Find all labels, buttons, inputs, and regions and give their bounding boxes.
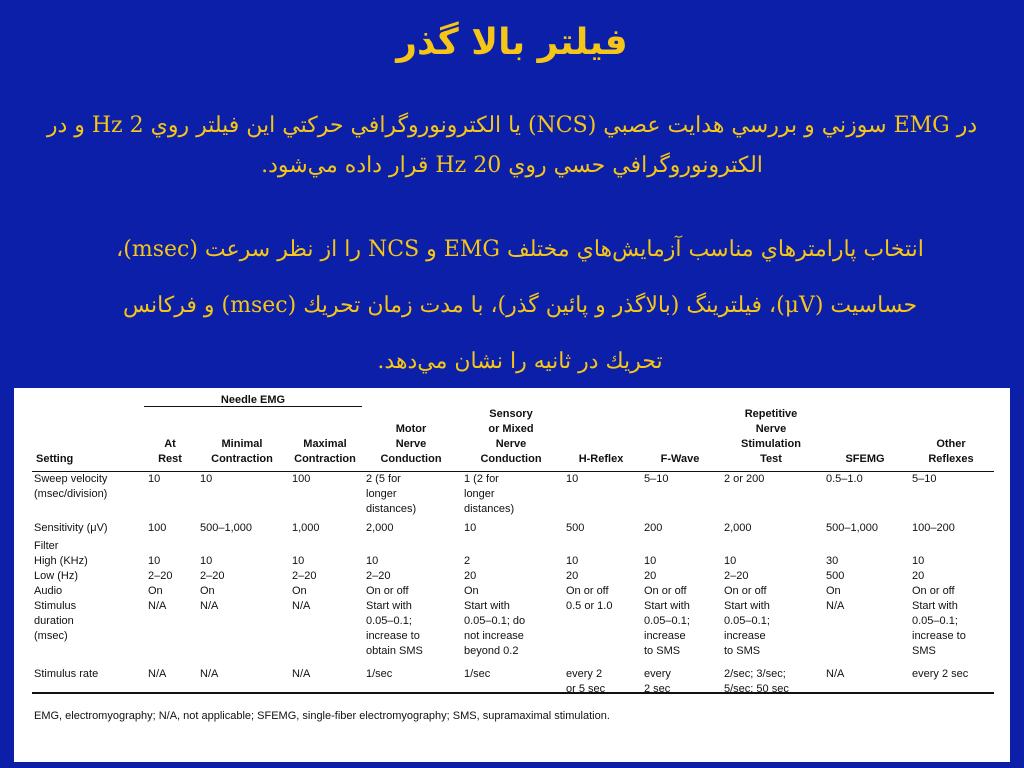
table-cell: 20 [464,570,477,582]
setting-label: Stimulus duration (msec) [34,600,77,642]
column-header: Sensory or Mixed Nerve Conduction [460,407,562,472]
table-cell: 30 [826,555,839,567]
paragraph-line: انتخاب پارامترهاي مناسب آزمايش‌هاي مختلف EMG و NCS را از نظر سرعت (msec)، [116,237,924,262]
table-cell: 2–20 [292,570,317,582]
paragraph-parameters [30,222,1010,390]
table-cell: N/A [200,668,219,680]
table-cell [822,539,908,554]
table-cell: 500 [566,522,585,534]
table-cell: 100 [292,472,311,485]
table-cell: 2–20 [148,570,173,582]
table-cell: N/A [292,668,311,680]
table-cell: On or off [644,585,687,597]
table-cell: On [292,585,307,597]
table-cell: N/A [200,600,219,612]
column-header: Motor Nerve Conduction [362,407,460,472]
table-cell [562,539,640,554]
table-cell: On or off [366,585,409,597]
table-cell: 10 [148,555,161,567]
paragraph-line: حساسيت (μV)، فيلترينگ (بالاگذر و پائين گذر)، با مدت زمان تحريك (msec) و فركانس [122,293,918,318]
group-header-row [32,394,994,407]
column-header: SFEMG [822,407,908,472]
table-cell [288,539,362,554]
column-header: F-Wave [640,407,720,472]
table-cell [362,539,460,554]
table-cell: 10 [200,472,213,485]
column-header: H-Reflex [562,407,640,472]
scanned-table-image [14,388,1010,762]
table-cell [908,539,994,554]
table-cell: 10 [644,555,657,567]
table-cell: 100–200 [912,522,955,534]
table-cell: 1/sec [464,668,491,680]
table-cell: 2,000 [724,522,752,534]
table-footnote: EMG, electromyography; N/A, not applicable; SFEMG, single-fiber electromyography; SMS, supramaximal stimulation. [34,710,610,722]
table-cell: On [826,585,841,597]
setting-label: Filter [34,540,59,552]
table-cell: 500–1,000 [200,522,252,534]
setting-label: Audio [34,585,63,597]
table-cell: On [200,585,215,597]
table-cell: N/A [148,600,167,612]
table-row [32,471,994,521]
table-cell: 2–20 [200,570,225,582]
table-cell: 5–10 [912,472,937,485]
table-bottom-rule [32,692,994,694]
table-row [32,554,994,569]
table-cell: 500–1,000 [826,522,878,534]
table-cell: Start with 0.05–0.1; increase to SMS [644,600,690,657]
emg-settings-table [32,394,994,697]
table-cell: 10 [566,472,579,485]
table-cell: On or off [724,585,767,597]
table-cell: 5–10 [644,472,669,485]
table-cell: 20 [912,570,925,582]
table-cell: Start with 0.05–0.1; increase to SMS [912,600,966,657]
table-cell: On or off [566,585,609,597]
table-cell: 10 [912,555,925,567]
setting-label: Sensitivity (μV) [34,522,108,534]
column-header: Other Reflexes [908,407,994,472]
column-header: Repetitive Nerve Stimulation Test [720,407,822,472]
column-header-row [32,407,994,472]
table-cell: On [148,585,163,597]
table-cell: 20 [566,570,579,582]
table-cell: 200 [644,522,663,534]
paragraph-filter-settings: در EMG سوزني و بررسي هدايت عصبي (NCS) يا الكترونوروگرافي حركتي اين فيلتر روي 2 Hz و در الكترونوروگرافي حسي روي 20 Hz قرار داده مي‌شود. [46,113,978,178]
needle-emg-group-header: Needle EMG [144,394,362,407]
table-row [32,569,994,584]
table-cell: 1 (2 for longer distances) [464,472,515,515]
table-cell: Start with 0.05–0.1; increase to obtain SMS [366,600,423,657]
table-cell: 10 [148,472,161,485]
table-cell: Start with 0.05–0.1; increase to SMS [724,600,770,657]
table-cell: On or off [912,585,955,597]
table-cell: 10 [566,555,579,567]
table-cell: On [464,585,479,597]
table-row [32,521,994,539]
setting-label: Stimulus rate [34,668,99,680]
table-cell: 1,000 [292,522,320,534]
slide-title: فيلتر بالا گذر [396,22,628,63]
table-cell: 10 [200,555,213,567]
paragraph-line: تحريك در ثانيه را نشان مي‌دهد. [377,349,663,374]
table-cell: every 2 sec [912,668,969,680]
table-cell: N/A [148,668,167,680]
table-cell: 2/sec; 3/sec; 5/sec; 50 sec [724,668,789,695]
table-cell: every 2 or 5 sec [566,668,606,695]
table-cell: 0.5 or 1.0 [566,600,613,612]
table-cell: every 2 sec [644,668,671,695]
column-header: Maximal Contraction [288,407,362,472]
table-cell: N/A [292,600,311,612]
table-cell: 10 [464,522,477,534]
table-cell [144,539,196,554]
table-cell: 20 [644,570,657,582]
table-cell [720,539,822,554]
table-body [32,471,994,697]
table-cell: 2,000 [366,522,394,534]
table-cell: 0.5–1.0 [826,472,863,485]
table-cell: 10 [366,555,379,567]
table-row [32,599,994,667]
setting-label: High (KHz) [34,555,88,567]
table-row [32,539,994,554]
table-cell: 2 (5 for longer distances) [366,472,417,515]
table-cell: 2–20 [366,570,391,582]
table-cell: N/A [826,668,845,680]
table-cell [640,539,720,554]
table-cell: 1/sec [366,668,393,680]
table-row [32,584,994,599]
column-header: At Rest [144,407,196,472]
table-cell: 2 or 200 [724,472,765,485]
table-cell: 2–20 [724,570,749,582]
table-cell: Start with 0.05–0.1; do not increase beyond 0.2 [464,600,526,657]
table-cell: 500 [826,570,845,582]
table-cell [196,539,288,554]
setting-label: Sweep velocity (msec/division) [34,472,108,500]
table-cell: 2 [464,555,471,567]
table-cell: 10 [724,555,737,567]
table-cell: 10 [292,555,305,567]
table-cell: 100 [148,522,167,534]
table-cell [460,539,562,554]
setting-label: Low (Hz) [34,570,79,582]
column-header: Setting [32,407,144,472]
column-header: Minimal Contraction [196,407,288,472]
table-cell: N/A [826,600,845,612]
